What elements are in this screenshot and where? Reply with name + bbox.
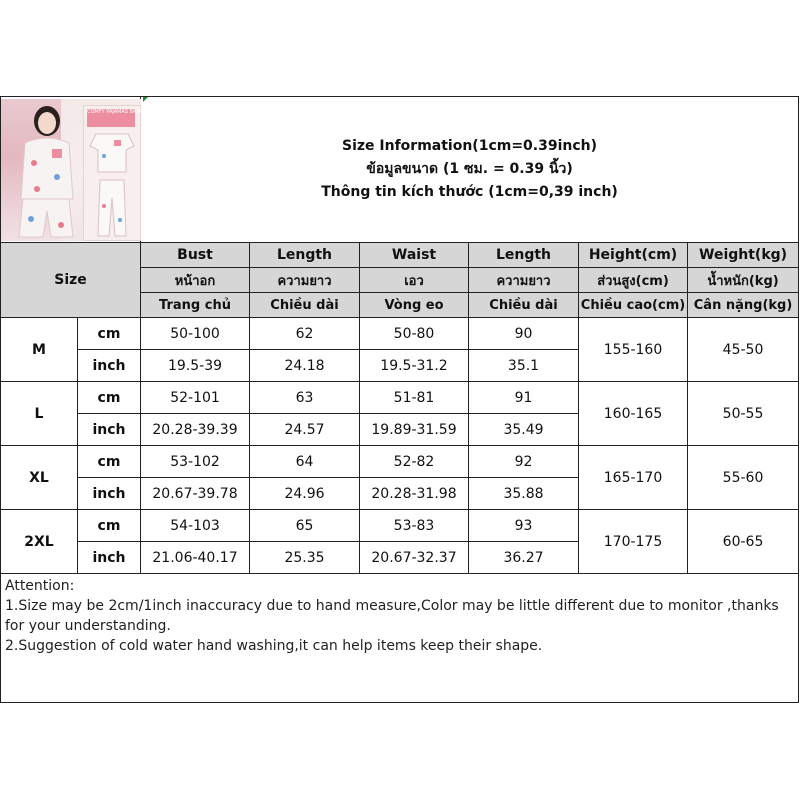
measurement-length: 65 [250, 510, 360, 542]
size-heading: Size [1, 243, 141, 318]
header-waist-thai: เอว [360, 268, 469, 293]
measurement-pants-length: 90 [469, 318, 579, 350]
model-illustration [7, 103, 81, 239]
title-english: Size Information(1cm=0.39inch) [342, 138, 598, 154]
measurement-length: 24.57 [250, 414, 360, 446]
header-bust-english: Bust [141, 243, 250, 268]
unit-label: cm [78, 510, 141, 542]
header-length-thai: ความยาว [250, 268, 360, 293]
weight-range: 60-65 [688, 510, 799, 574]
size-table [0, 96, 799, 703]
product-photo [1, 99, 180, 241]
measurement-bust: 19.5-39 [141, 350, 250, 382]
header-bust-vietnamese: Trang chủ [141, 293, 250, 318]
measurement-pants-length: 35.1 [469, 350, 579, 382]
measurement-waist: 19.89-31.59 [360, 414, 469, 446]
header-height-thai: ส่วนสูง(cm) [579, 268, 688, 293]
measurement-bust: 20.28-39.39 [141, 414, 250, 446]
table-row [1, 318, 799, 350]
header-length-vietnamese: Chiều dài [250, 293, 360, 318]
measurement-bust: 53-102 [141, 446, 250, 478]
size-name: 2XL [1, 510, 78, 574]
measurement-waist: 51-81 [360, 382, 469, 414]
table-row [1, 446, 799, 478]
measurement-waist: 52-82 [360, 446, 469, 478]
header-bust-thai: หน้าอก [141, 268, 250, 293]
size-name: XL [1, 446, 78, 510]
weight-range: 50-55 [688, 382, 799, 446]
size-name: L [1, 382, 78, 446]
size-name: M [1, 318, 78, 382]
measurement-pants-length: 36.27 [469, 542, 579, 574]
header-pants-length-english: Length [469, 243, 579, 268]
measurement-waist: 53-83 [360, 510, 469, 542]
notes-row [1, 574, 799, 703]
unit-label: cm [78, 318, 141, 350]
table-row [1, 382, 799, 414]
measurement-pants-length: 35.88 [469, 478, 579, 510]
table-row [1, 510, 799, 542]
measurement-waist: 50-80 [360, 318, 469, 350]
header-row-english [1, 243, 799, 268]
measurement-waist: 19.5-31.2 [360, 350, 469, 382]
measurement-length: 62 [250, 318, 360, 350]
unit-label: inch [78, 478, 141, 510]
measurement-length: 64 [250, 446, 360, 478]
measurement-pants-length: 93 [469, 510, 579, 542]
weight-range: 45-50 [688, 318, 799, 382]
header-weight-english: Weight(kg) [688, 243, 799, 268]
measurement-bust: 52-101 [141, 382, 250, 414]
measurement-waist: 20.28-31.98 [360, 478, 469, 510]
attention-note: 1.Size may be 2cm/1inch inaccuracy due to hand measure,Color may be little different due to monitor ,thanks for your understanding. [5, 598, 779, 634]
title-thai: ข้อมูลขนาด (1 ซม. = 0.39 นิ้ว) [366, 161, 573, 177]
size-info-title [141, 97, 799, 243]
cell-marker [143, 97, 148, 102]
height-range: 170-175 [579, 510, 688, 574]
size-chart [0, 96, 798, 701]
header-height-vietnamese: Chiều cao(cm) [579, 293, 688, 318]
measurement-length: 25.35 [250, 542, 360, 574]
measurement-pants-length: 92 [469, 446, 579, 478]
header-waist-english: Waist [360, 243, 469, 268]
measurement-length: 24.18 [250, 350, 360, 382]
header-pants-length-vietnamese: Chiều dài [469, 293, 579, 318]
measurement-pants-length: 35.49 [469, 414, 579, 446]
measurement-bust: 20.67-39.78 [141, 478, 250, 510]
header-length-english: Length [250, 243, 360, 268]
measurement-length: 24.96 [250, 478, 360, 510]
unit-label: cm [78, 446, 141, 478]
measurement-waist: 20.67-32.37 [360, 542, 469, 574]
measurement-pants-length: 91 [469, 382, 579, 414]
unit-label: inch [78, 414, 141, 446]
header-weight-vietnamese: Cân nặng(kg) [688, 293, 799, 318]
measurement-bust: 21.06-40.17 [141, 542, 250, 574]
unit-label: inch [78, 542, 141, 574]
attention-notes [1, 574, 799, 703]
header-pants-length-thai: ความยาว [469, 268, 579, 293]
product-photo-cell [1, 97, 180, 243]
photo-badge: COMFY PAJAMAS BRING GOOD SLEEP [87, 109, 135, 127]
weight-range: 55-60 [688, 446, 799, 510]
title-vietnamese: Thông tin kích thước (1cm=0,39 inch) [321, 184, 618, 200]
unit-label: cm [78, 382, 141, 414]
header-weight-thai: น้ำหนัก(kg) [688, 268, 799, 293]
height-range: 165-170 [579, 446, 688, 510]
measurement-length: 63 [250, 382, 360, 414]
height-range: 155-160 [579, 318, 688, 382]
header-height-english: Height(cm) [579, 243, 688, 268]
header-waist-vietnamese: Vòng eo [360, 293, 469, 318]
measurement-bust: 54-103 [141, 510, 250, 542]
height-range: 160-165 [579, 382, 688, 446]
measurement-bust: 50-100 [141, 318, 250, 350]
unit-label: inch [78, 350, 141, 382]
attention-heading: Attention: [5, 578, 75, 594]
attention-note: 2.Suggestion of cold water hand washing,it can help items keep their shape. [5, 638, 543, 654]
